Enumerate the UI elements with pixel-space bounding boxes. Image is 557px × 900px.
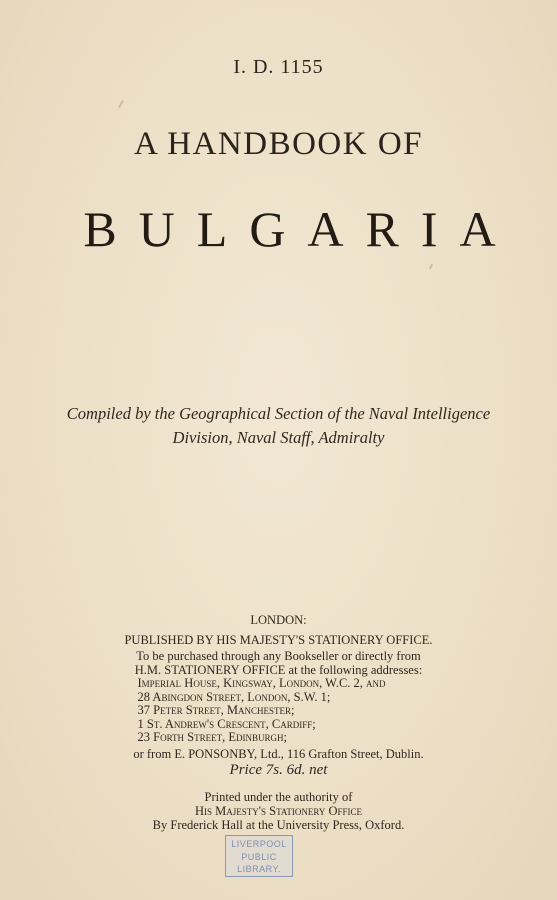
publisher-name: PUBLISHED BY HIS MAJESTY'S STATIONERY OFFICE. — [124, 632, 433, 647]
publisher-block — [0, 614, 557, 761]
address-line: 1 St. Andrew's Crescent, Cardiff; — [137, 716, 316, 731]
book-subtitle: A HANDBOOK OF — [133, 126, 424, 162]
address-line: Imperial House, Kingsway, London, W.C. 2, and — [137, 676, 386, 690]
stamp-line-1: LIVERPOOL — [231, 839, 287, 849]
compiled-by-block — [0, 402, 557, 450]
document-id: I. D. 1155 — [233, 56, 324, 78]
paper-speck — [118, 100, 124, 108]
printed-by-block — [0, 790, 557, 832]
printed-line-3: By Frederick Hall at the University Press, Oxford. — [152, 818, 405, 832]
purchase-line-1: To be purchased through any Bookseller or directly from — [136, 649, 421, 663]
printed-line-1: Printed under the authority of — [204, 790, 353, 804]
address-line: 23 Forth Street, Edinburgh; — [137, 730, 287, 744]
stamp-line-2: PUBLIC — [241, 851, 277, 862]
stamp-line-3: LIBRARY. — [237, 864, 281, 874]
printed-line-2: His Majesty's Stationery Office — [194, 804, 363, 818]
book-title: BULGARIA — [83, 201, 518, 257]
address-line: 37 Peter Street, Manchester; — [137, 703, 295, 717]
publisher-city: LONDON: — [250, 613, 307, 627]
address-line: 28 Abingdon Street, London, S.W. 1; — [137, 689, 331, 704]
alternate-publisher: or from E. PONSONBY, Ltd., 116 Grafton Street, Dublin. — [133, 746, 424, 761]
paper-speck — [429, 264, 433, 269]
purchase-line-2: H.M. STATIONERY OFFICE at the following addresses: — [134, 662, 423, 677]
compiled-line-1: Compiled by the Geographical Section of the Naval Intelligence — [66, 404, 491, 423]
compiled-line-2: Division, Naval Staff, Admiralty — [172, 428, 385, 447]
price: Price 7s. 6d. net — [229, 762, 328, 778]
library-stamp — [225, 835, 293, 877]
